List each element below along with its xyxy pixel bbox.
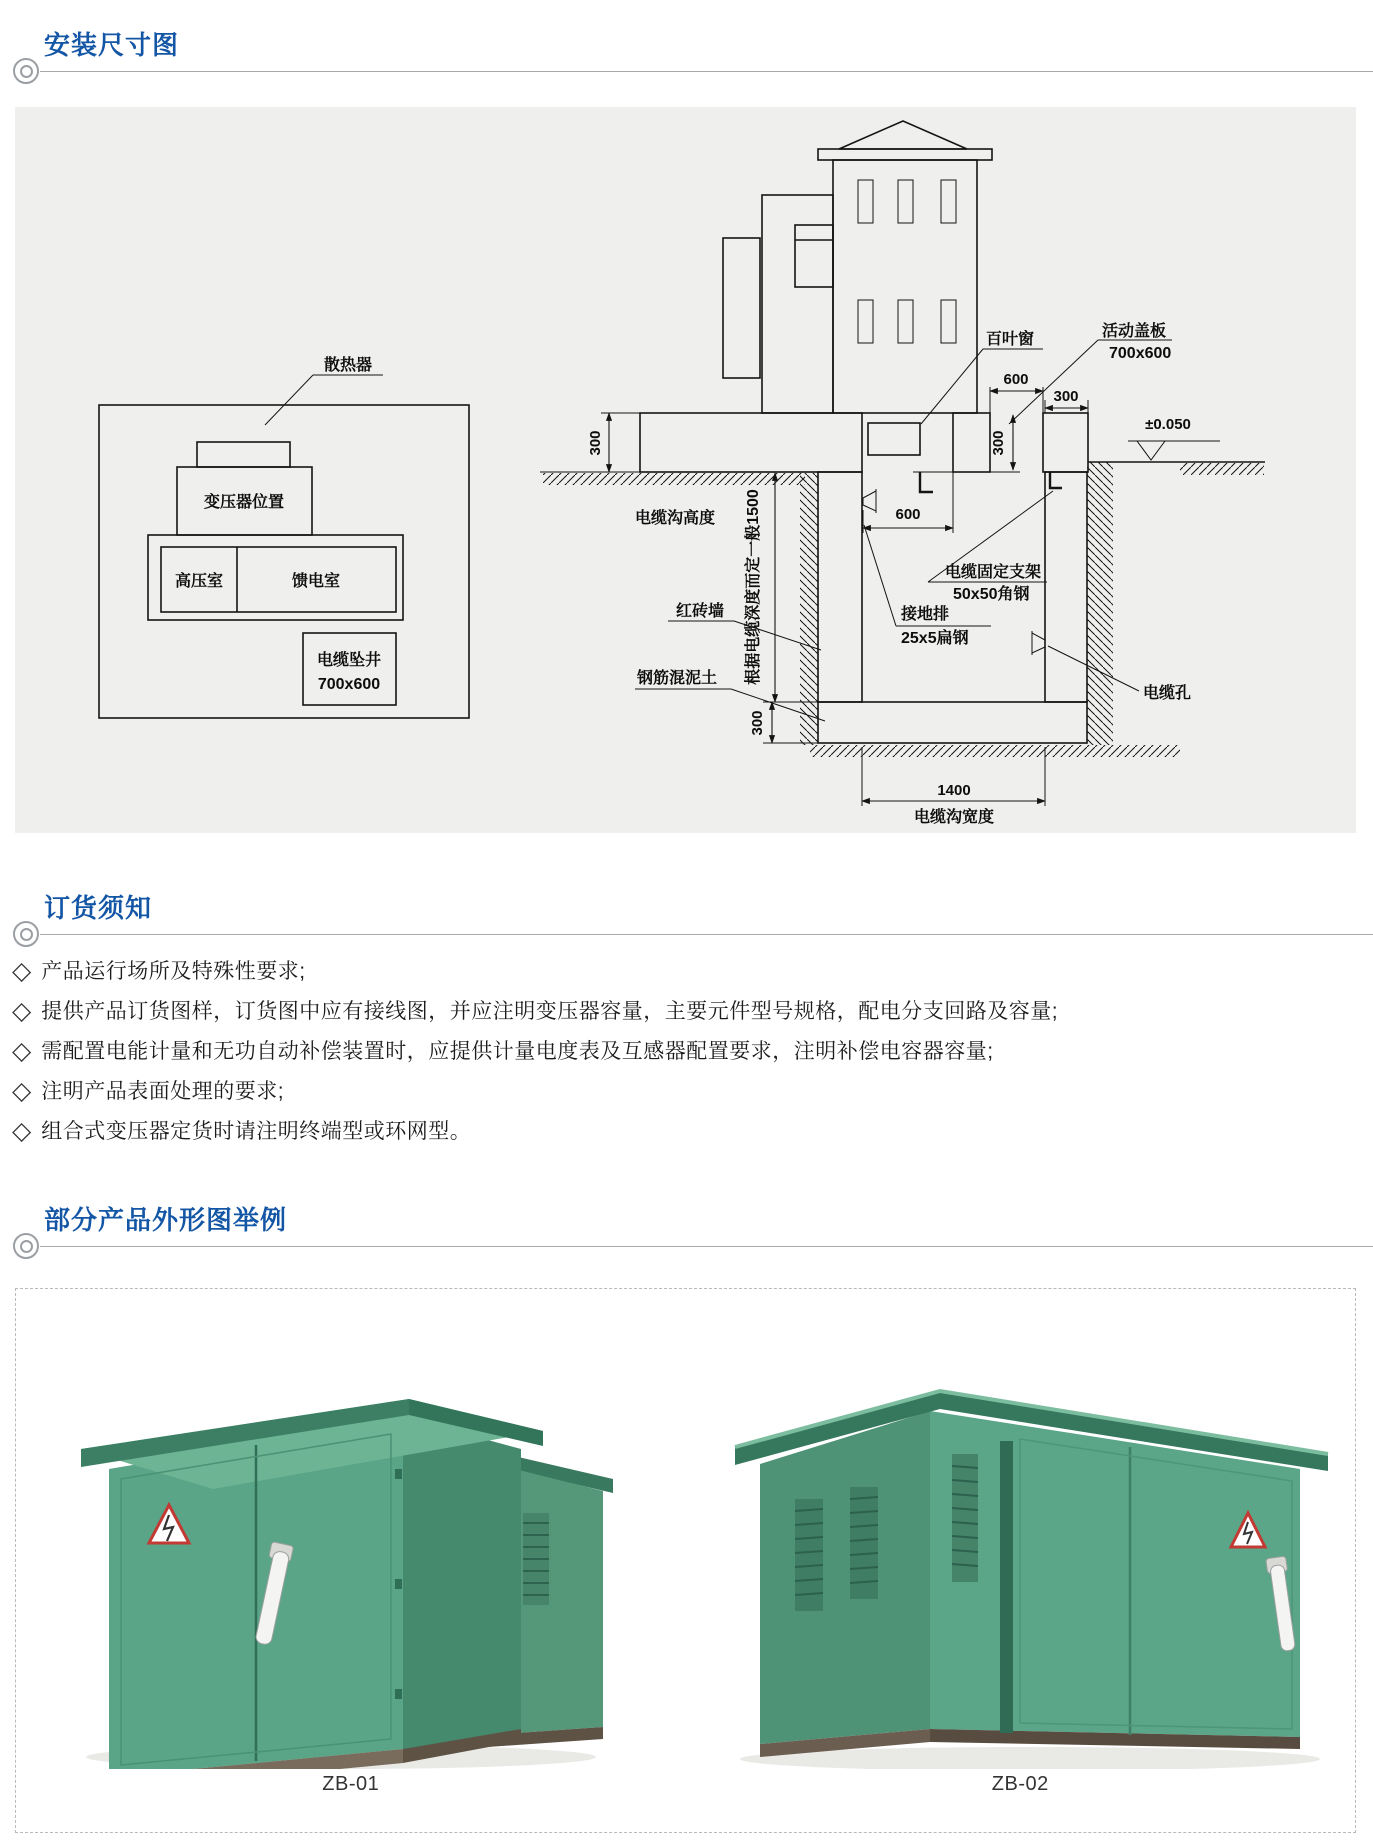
- svg-text:300: 300: [749, 710, 766, 736]
- photo-zb-02: [700, 1299, 1340, 1769]
- order-note-item: [12, 1078, 1353, 1107]
- order-section-header: [0, 893, 1373, 953]
- cable-pit-box: [303, 633, 396, 705]
- concrete-slab-mid: [953, 413, 990, 472]
- section-bullet-inner-icon: [20, 928, 33, 941]
- photo-zb-01: [51, 1299, 651, 1769]
- roof-eave: [818, 149, 992, 160]
- cover-plate-size: 700x600: [1109, 345, 1172, 362]
- svg-text:1400: 1400: [937, 782, 971, 799]
- order-section-title: 订货须知: [44, 893, 153, 923]
- module-seam: [1000, 1441, 1013, 1733]
- diamond-bullet-icon: ◇: [12, 1037, 32, 1065]
- radiator-fins: [197, 442, 290, 467]
- section-rule: [40, 934, 1373, 935]
- dimension-300-top: [1045, 388, 1088, 413]
- diamond-bullet-icon: ◇: [12, 957, 32, 985]
- photo-block-zb01: [16, 1289, 686, 1832]
- dimension-1400: [862, 747, 1045, 826]
- roof: [839, 121, 967, 149]
- concrete-slab-right: [1043, 413, 1088, 472]
- order-note-item: [12, 958, 1353, 987]
- soil-band-right: [1087, 462, 1113, 745]
- trench-height-label: 电缆沟高度: [634, 510, 716, 527]
- examples-section-title: 部分产品外形图举例: [44, 1205, 288, 1235]
- diamond-bullet-icon: ◇: [12, 1117, 32, 1145]
- brick-wall-label: 红砖墙: [675, 603, 725, 620]
- svg-text:600: 600: [895, 506, 921, 523]
- louver-vent-box: [868, 423, 920, 455]
- photo-block-zb02: [686, 1289, 1356, 1832]
- soil-under-base: [810, 745, 1180, 757]
- level-mark-icon: [1137, 441, 1165, 460]
- section-rule: [40, 71, 1373, 72]
- product-examples-box: [15, 1288, 1356, 1833]
- transformer-label: 变压器位置: [203, 494, 285, 511]
- cable-horn-right: [1032, 631, 1045, 655]
- section-bullet-icon: [13, 58, 39, 84]
- examples-section-header: [0, 1205, 1373, 1265]
- concrete-slab-left: [640, 413, 862, 472]
- side-cabinet: [762, 195, 833, 413]
- section-bullet-icon: [13, 1233, 39, 1259]
- feeder-room-label: 馈电室: [291, 573, 341, 590]
- order-note-text: 注明产品表面处理的要求;: [41, 1080, 285, 1103]
- plan-view: [99, 355, 469, 718]
- concrete-label: 钢筋混泥土: [637, 670, 718, 687]
- level-mark-label: ±0.050: [1145, 416, 1191, 433]
- vent-grille-side: [952, 1454, 978, 1582]
- dimension-600-top: [990, 371, 1043, 413]
- trench-width-label: 电缆沟宽度: [913, 809, 995, 826]
- order-note-text: 提供产品订货图样，订货图中应有接线图，并应注明变压器容量，主要元件型号规格，配电分支回路及容量;: [41, 1000, 1059, 1023]
- order-note-text: 需配置电能计量和无功自动补偿装置时，应提供计量电度表及互感器配置要求，注明补偿电容器容量;: [41, 1040, 994, 1063]
- brick-wall-right: [1045, 472, 1087, 702]
- concrete-base: [818, 702, 1087, 743]
- main-cabinet: [735, 1391, 1328, 1757]
- side-box: [795, 225, 833, 287]
- cable-horn-left: [863, 489, 876, 513]
- angle-bracket-right: [1050, 472, 1062, 488]
- installation-diagram: [15, 107, 1356, 833]
- section-bullet-inner-icon: [20, 1240, 33, 1253]
- soil-band-left: [800, 473, 818, 745]
- ground-bar-size: 25x5扁钢: [901, 630, 969, 647]
- ground-bar-label: 接地排: [901, 606, 950, 623]
- diamond-bullet-icon: ◇: [12, 997, 32, 1025]
- bracket-label-group: [928, 491, 1053, 603]
- order-note-text: 产品运行场所及特殊性要求;: [41, 960, 306, 983]
- cable-pit-label: 电缆坠井: [316, 652, 382, 669]
- bracket-label: 电缆固定支架: [945, 564, 1042, 581]
- svg-text:300: 300: [587, 430, 604, 456]
- diamond-bullet-icon: ◇: [12, 1077, 32, 1105]
- svg-text:600: 600: [1003, 371, 1029, 388]
- install-section-header: [0, 30, 1373, 90]
- section-rule: [40, 1246, 1373, 1247]
- order-note-item: [12, 998, 1353, 1027]
- photo-caption-zb02: ZB-02: [991, 1773, 1049, 1795]
- photo-caption-zb01: ZB-01: [322, 1773, 380, 1795]
- order-note-item: [12, 1118, 1353, 1147]
- cable-pit-size: 700x600: [317, 676, 381, 693]
- cabinet-side: [930, 1411, 1300, 1737]
- transformer-body: [833, 160, 977, 413]
- brick-wall-left: [818, 472, 862, 702]
- section-bullet-inner-icon: [20, 65, 33, 78]
- plan-outline: [99, 405, 469, 718]
- bracket-size: 50x50角钢: [953, 586, 1030, 603]
- cabinet-front: [760, 1411, 930, 1744]
- side-radiator: [723, 238, 760, 378]
- install-section-title: 安装尺寸图: [44, 30, 180, 60]
- radiator-label: 散热器: [323, 357, 373, 374]
- grade-hatch-right: [1180, 463, 1264, 475]
- grade-hatch-left: [543, 473, 805, 485]
- svg-text:300: 300: [1053, 388, 1079, 405]
- section-view: [540, 121, 1265, 826]
- hv-room-label: 高压室: [174, 573, 224, 590]
- louver-label: 百叶窗: [986, 331, 1035, 348]
- cable-hole-label-group: [1048, 646, 1191, 702]
- order-note-item: [12, 1038, 1353, 1067]
- cabinet-side: [403, 1417, 521, 1751]
- order-note-text: 组合式变压器定货时请注明终端型或环网型。: [41, 1120, 472, 1143]
- cover-plate-label: 活动盖板: [1102, 323, 1167, 340]
- installation-diagram-panel: [15, 107, 1356, 833]
- louver-grilles: [858, 180, 956, 343]
- dimension-300-slab: [587, 413, 640, 472]
- angle-bracket-left: [920, 472, 933, 492]
- main-cabinet: [81, 1399, 543, 1769]
- concrete-label-group: [635, 668, 825, 721]
- svg-text:300: 300: [990, 430, 1007, 456]
- order-notes: [12, 958, 1353, 1158]
- svg-text:根据电缆深度而定一般1500: 根据电缆深度而定一般1500: [745, 489, 762, 685]
- section-bullet-icon: [13, 921, 39, 947]
- cable-hole-label: 电缆孔: [1143, 685, 1192, 702]
